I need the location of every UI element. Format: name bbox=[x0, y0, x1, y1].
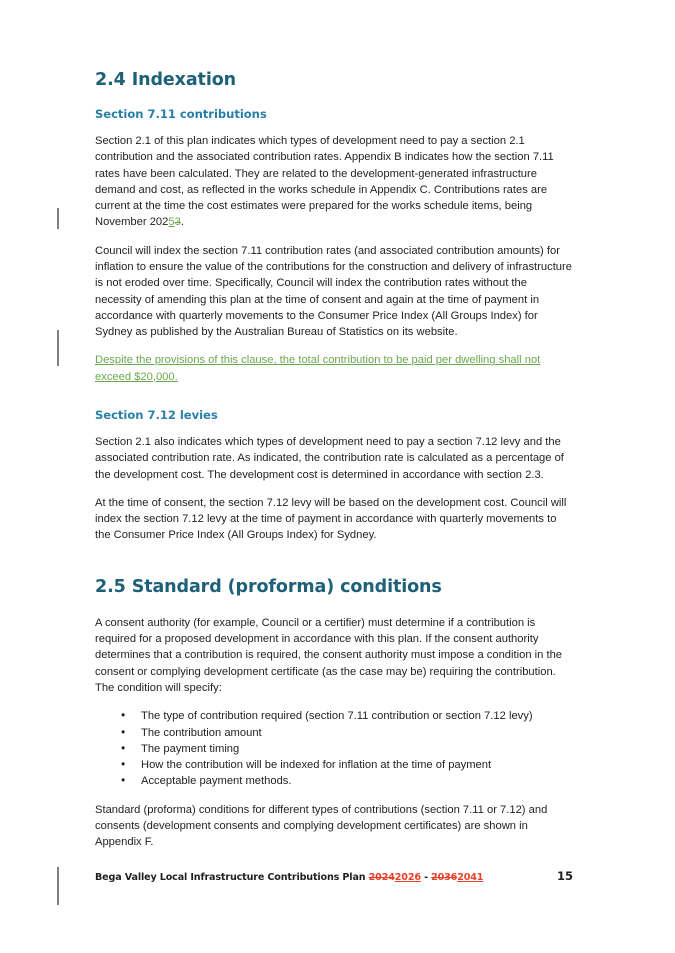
paragraph-consent-authority: A consent authority (for example, Council or a certifier) must determine if a contribution is required for a proposed development in accordance with this plan. If the consent authority determines that a contribution is required, the consent authority must impose a condition in the consent or complying development certificate (as the case may be) requiring the contribution. The condition will specify: bbox=[95, 616, 563, 694]
paragraph-711-indexation: Council will index the section 7.11 contribution rates (and associated contribution amounts) for inflation to ensure the value of the contributions for the construction and delivery of infrastructure is not eroded over time. Specifically, Council will index the contribution rates without the necessity of amending this plan at the time of consent and again at the time of payment in accordance with quarterly movements to the Consumer Price Index (All Groups Index) for Sydney as published by the Australian Bureau of Statistics on its website. bbox=[95, 244, 572, 339]
tracked-deletion-year-digit: 3 bbox=[174, 216, 181, 229]
paragraph-712-consent: At the time of consent, the section 7.12 levy will be based on the development cost. Council will index the section 7.12 levy at the time of payment in accordance with quarterly movements to the Consumer Price Index (All Groups Index) for Sydney. bbox=[95, 496, 567, 542]
paragraph-711-rates bbox=[95, 133, 573, 231]
paragraph-inserted-cap-clause: Despite the provisions of this clause, the total contribution to be paid per dwelling shall not exceed $20,000. bbox=[95, 354, 541, 383]
footer-page-number: 15 bbox=[556, 869, 573, 883]
paragraph-711-rates-tail: . bbox=[180, 216, 184, 229]
list-item: • How the contribution will be indexed for inflation at the time of payment bbox=[95, 757, 573, 773]
paragraph-711-rates-text: Section 2.1 of this plan indicates which types of development need to pay a section 2.1 contribution and the associated contribution rates. Appendix B indicates how the section 7.11 rates have been calculated. They are related to the development-generated infrastructure demand and cost, as reflected in the works schedule in Appendix C. Contributions rates are current at the time the cost estimates were prepared for the works schedule items, being November 202 bbox=[95, 134, 554, 229]
change-bar-revision-1 bbox=[57, 208, 59, 229]
heading-standard-conditions: 2.5 Standard (proforma) conditions bbox=[95, 576, 442, 597]
footer-year-from-deleted: 2024 bbox=[368, 872, 395, 883]
footer-year-to-inserted: 2041 bbox=[457, 872, 484, 883]
footer-year-from-inserted: 2026 bbox=[394, 872, 421, 883]
page-footer bbox=[95, 869, 573, 883]
change-bar-revision-2 bbox=[57, 330, 59, 366]
list-item: • The type of contribution required (section 7.11 contribution or section 7.12 levy) bbox=[95, 708, 573, 724]
footer-year-separator: - bbox=[420, 872, 432, 883]
heading-indexation: 2.4 Indexation bbox=[95, 70, 237, 90]
document-body bbox=[95, 70, 573, 851]
footer-year-to-deleted: 2036 bbox=[431, 872, 458, 883]
paragraph-712-rate: Section 2.1 also indicates which types of development need to pay a section 7.12 levy and the associated contribution rate. As indicated, the contribution rate is calculated as a percentage of the development cost. The development cost is determined in accordance with section 2.3. bbox=[95, 435, 564, 481]
tracked-insertion-year-digit: 5 bbox=[168, 216, 175, 229]
list-condition-specifics bbox=[95, 708, 573, 789]
list-item: • The contribution amount bbox=[95, 725, 573, 741]
heading-section-711-contributions: Section 7.11 contributions bbox=[95, 107, 267, 121]
footer-title-text: Bega Valley Local Infrastructure Contributions Plan bbox=[95, 872, 366, 883]
change-bar-revision-footer bbox=[57, 867, 59, 905]
heading-section-712-levies: Section 7.12 levies bbox=[95, 408, 218, 423]
footer-document-title bbox=[95, 872, 483, 883]
list-item: • The payment timing bbox=[95, 741, 573, 757]
paragraph-appendix-f: Standard (proforma) conditions for different types of contributions (section 7.11 or 7.12) and consents (development consents and complying development certificates) are shown in Appendix F. bbox=[95, 803, 548, 849]
list-item: • Acceptable payment methods. bbox=[95, 773, 573, 789]
